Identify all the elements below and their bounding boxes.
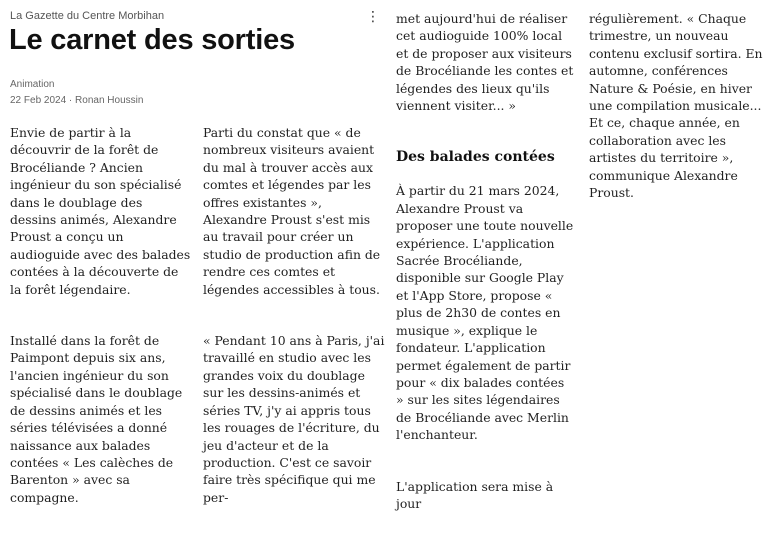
more-vertical-icon[interactable]: ⋮ bbox=[366, 9, 380, 25]
paragraph: met aujourd'hui de réaliser cet audioguide 100% local et de proposer aux visiteurs de Brocéliande les contes et légendes des lieux qu'ils viennent visiter... » bbox=[396, 11, 574, 114]
paragraph: Envie de partir à la découvrir de la forêt de Brocéliande ? Ancien ingénieur du son spécialisé dans le doublage des dessins animés, Alexandre Proust a conçu un audioguide avec des balades contées à la découverte de la forêt légendaire. bbox=[10, 125, 191, 297]
article-column-4 bbox=[589, 10, 767, 235]
paragraph: L'application sera mise à jour bbox=[396, 478, 554, 511]
page-title: Le carnet des sorties bbox=[9, 24, 295, 56]
paragraph: Parti du constat que « de nombreux visiteurs avaient du mal à trouver accès aux comtes et légendes par les offres existantes », Alexandre Proust s'est mis au travail pour créer un studio de production afin de rendre ces comtes et légendes accessibles à tous. bbox=[203, 125, 381, 297]
section-heading: Des balades contées bbox=[396, 149, 555, 166]
article-byline: 22 Feb 2024 · Ronan Houssin bbox=[10, 95, 144, 106]
article-column-2 bbox=[203, 124, 385, 540]
paragraph: Installé dans la forêt de Paimpont depuis six ans, l'ancien ingénieur du son spécialisé dans le doublage de dessins animés et les séries télévisées a donné naissance aux balades contées « Les calèches de Barenton » avec sa compagne. bbox=[10, 333, 183, 505]
paragraph: régulièrement. « Chaque trimestre, un nouveau contenu exclusif sortira. En automne, conférences Nature & Poésie, en hiver une compilation musicale... Et ce, chaque année, en collaboration avec les artistes du territoire », communique Alexandre Proust. bbox=[589, 11, 763, 201]
article-category[interactable]: Animation bbox=[10, 79, 55, 90]
paragraph: À partir du 21 mars 2024, Alexandre Proust va proposer une toute nouvelle expérience. L'application Sacrée Brocéliande, disponible sur Google Play et l'App Store, propose « plus de 2h30 de contes en musique », explique le fondateur. L'application permet également de partir pour « dix balades contées » sur les sites légendaires de Brocéliande avec Merlin l'enchanteur. bbox=[396, 183, 574, 443]
article-column-3 bbox=[396, 10, 574, 546]
article-column-1 bbox=[10, 124, 192, 540]
publication-name: La Gazette du Centre Morbihan bbox=[10, 10, 165, 22]
paragraph: « Pendant 10 ans à Paris, j'ai travaillé en studio avec les grandes voix du doublage sur les dessins-animés et séries TV, j'y ai appris tous les rouages de l'écriture, du jeu d'acteur et de la production. C'est ce savoir faire très spécifique qui me per- bbox=[203, 333, 385, 505]
